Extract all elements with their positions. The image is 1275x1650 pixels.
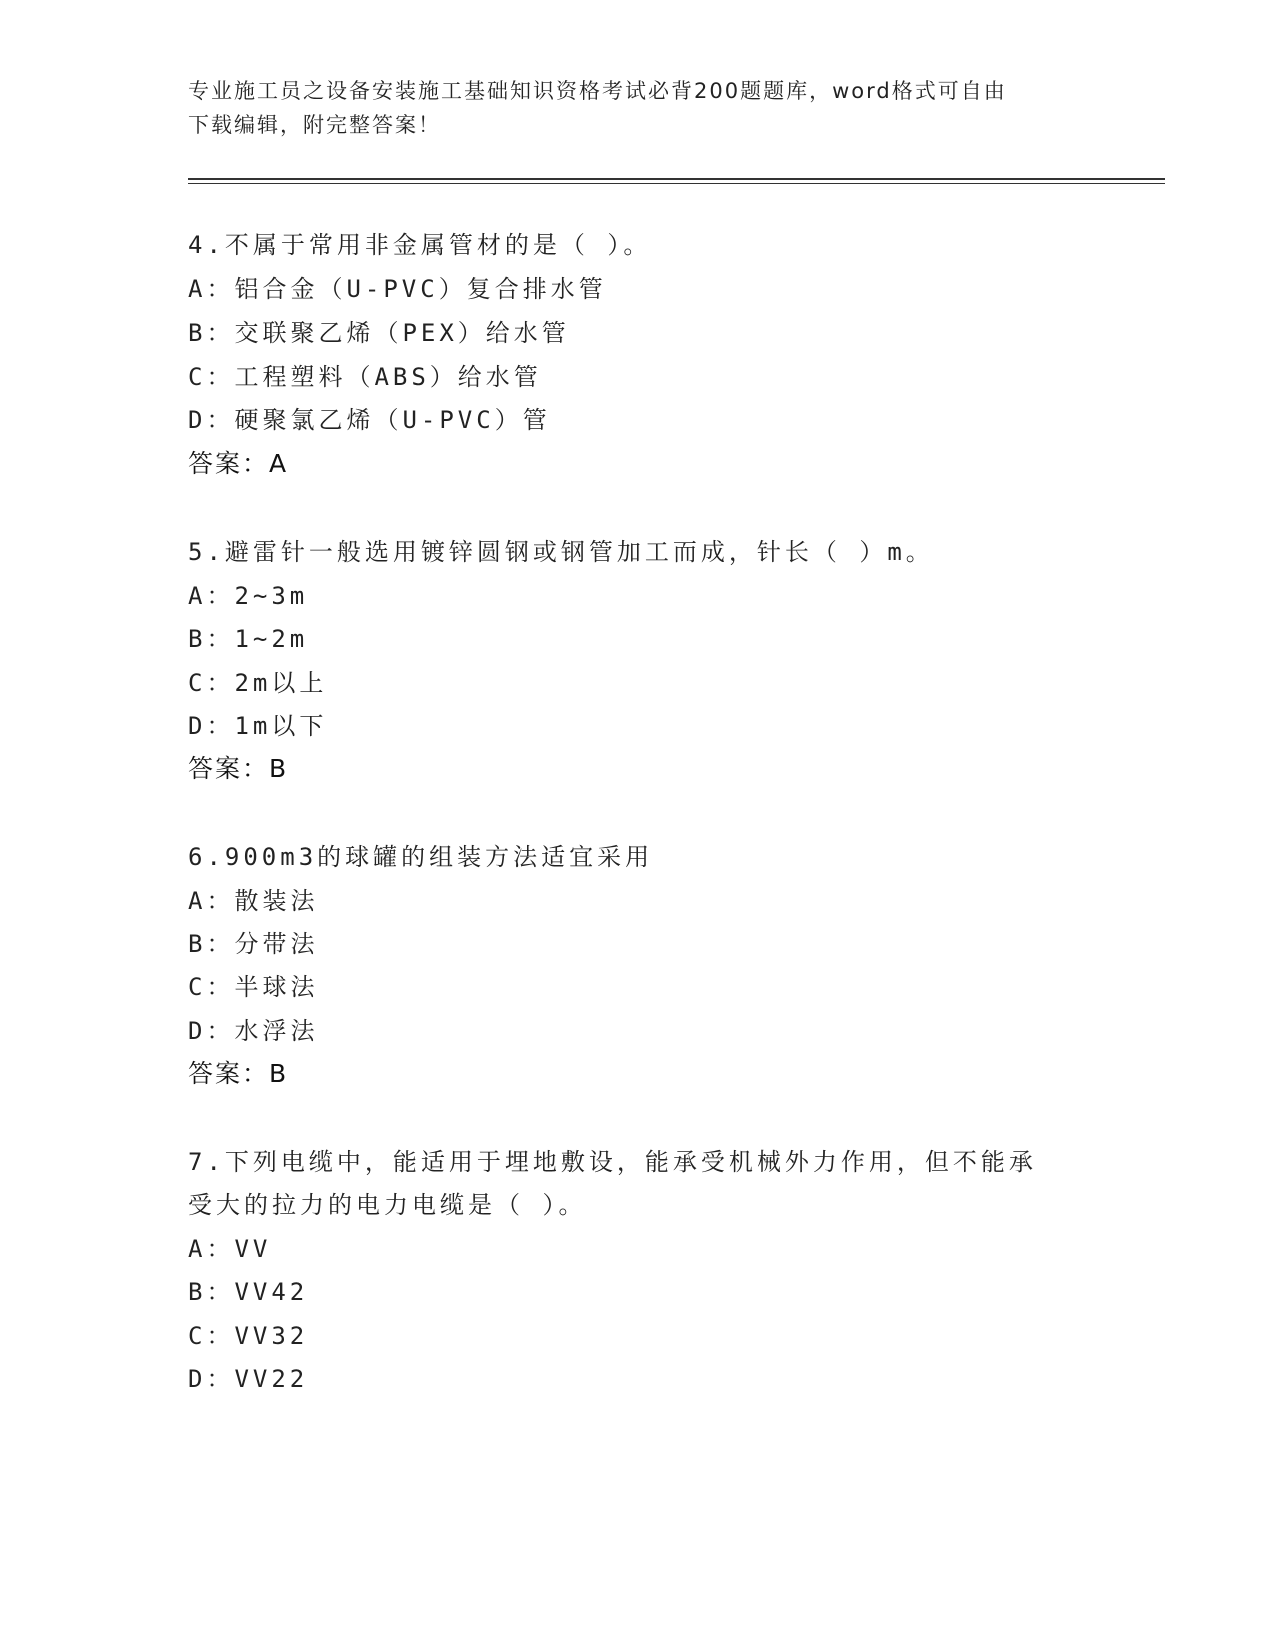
question-7-stem-line-1: 7.下列电缆中，能适用于埋地敷设，能承受机械外力作用，但不能承: [188, 1148, 1037, 1176]
document-header: [188, 74, 1068, 142]
header-divider-thin: [188, 183, 1165, 184]
question-4-option-d: D：硬聚氯乙烯（U-PVC）管: [188, 406, 551, 434]
question-7-stem-line-2: 受大的拉力的电力电缆是（ ）。: [188, 1191, 587, 1219]
question-6-option-c: C：半球法: [188, 973, 319, 1001]
question-7-option-b: B：VV42: [188, 1278, 309, 1306]
header-divider-thick: [188, 178, 1165, 180]
question-5-stem: 5.避雷针一般选用镀锌圆钢或钢管加工而成，针长（ ）m。: [188, 538, 934, 566]
question-6-option-d: D：水浮法: [188, 1017, 319, 1045]
question-6-answer: 答案：B: [188, 1059, 289, 1088]
header-line-1: 专业施工员之设备安装施工基础知识资格考试必背200题题库，word格式可自由: [188, 79, 1007, 103]
question-4-option-c: C：工程塑料（ABS）给水管: [188, 363, 542, 391]
question-5-option-c: C：2m以上: [188, 669, 328, 697]
question-4-option-a: A：铝合金（U-PVC）复合排水管: [188, 275, 607, 303]
header-line-2: 下载编辑，附完整答案！: [188, 113, 441, 137]
question-5-option-b: B：1~2m: [188, 625, 309, 653]
question-6-stem: 6.900m3的球罐的组装方法适宜采用: [188, 843, 654, 871]
question-4-option-b: B：交联聚乙烯（PEX）给水管: [188, 319, 570, 347]
question-5-answer: 答案：B: [188, 754, 289, 783]
question-7-option-d: D：VV22: [188, 1365, 309, 1393]
question-4-answer: 答案：A: [188, 449, 289, 478]
question-6-option-a: A：散装法: [188, 887, 319, 915]
question-7-option-a: A：VV: [188, 1235, 272, 1263]
question-4-stem: 4.不属于常用非金属管材的是（ ）。: [188, 231, 652, 259]
question-5-option-d: D：1m以下: [188, 712, 328, 740]
question-6-option-b: B：分带法: [188, 930, 319, 958]
question-7-option-c: C：VV32: [188, 1322, 309, 1350]
question-5-option-a: A：2~3m: [188, 582, 309, 610]
